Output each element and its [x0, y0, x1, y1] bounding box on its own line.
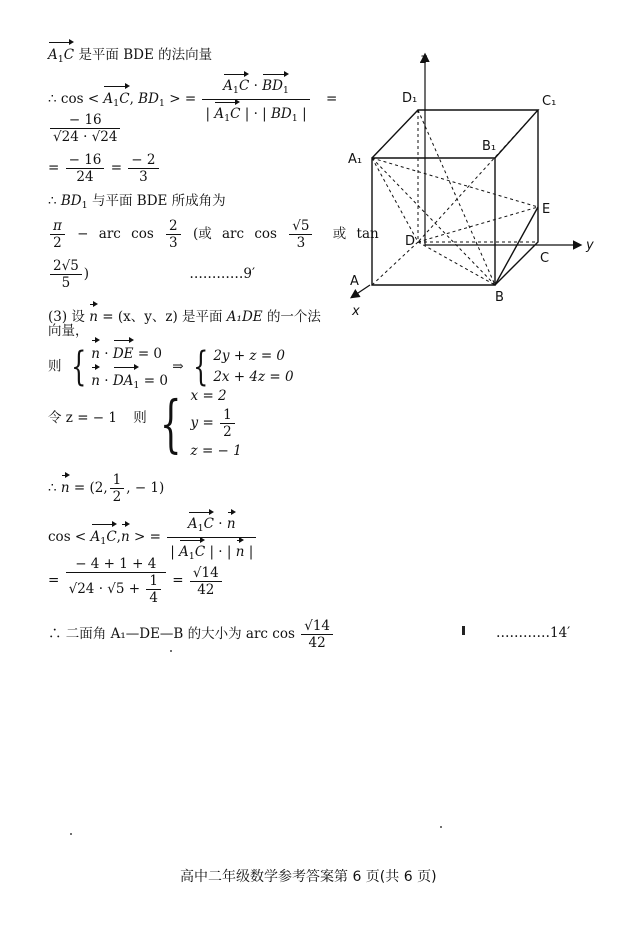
line-angle-intro: ∴ $BD_1$ 与平面 BDE 所成角为	[48, 193, 226, 211]
fraction-2-3-b: $\frac{2}{3}$	[166, 218, 181, 251]
line-normal-result: ∴ n = (2, $\frac{1}{2}$ , − 1)	[48, 472, 165, 505]
fraction-neg16: $\frac{- 16}{√24 \cdot √24}$	[50, 112, 120, 145]
vector-a1c-2: $A_1C$	[103, 84, 129, 113]
line-angle-value: $\frac{\pi}{2}$ − arc cos $\frac{2}{3}$ (或 arc cos $\frac{√5}{3}$ 或 tan	[48, 218, 379, 251]
page-footer: 高中二年级数学参考答案第 6 页(共 6 页)	[180, 869, 437, 885]
fraction-final: $\frac{√14}{42}$	[301, 618, 333, 651]
cube-figure	[330, 45, 600, 325]
fraction-sum: − 4 + 1 + 4 √24 · √5 + $\frac{1}{4}$	[66, 556, 166, 606]
label-b: B	[495, 290, 504, 305]
line-tan-value: $\frac{2√5}{5}$ ) …………9′	[48, 258, 255, 291]
label-y: y	[586, 238, 594, 253]
fraction-sqrt5-3: $\frac{√5}{3}$	[289, 218, 312, 251]
speck	[440, 826, 442, 828]
label-a: A	[350, 274, 359, 289]
label-a1: A₁	[348, 152, 363, 167]
cube-solid-edges	[372, 110, 538, 285]
line-simplify: = $\frac{- 16}{24}$ = $\frac{- 2}{3}$	[48, 152, 161, 185]
fraction-2-3: $\frac{- 2}{3}$	[128, 152, 158, 185]
line-normal-vector: $A_1C$ 是平面 BDE 的法向量	[48, 40, 212, 69]
fraction-sqrt14-42: $\frac{√14}{42}$	[190, 565, 222, 598]
fraction-pi-2: $\frac{\pi}{2}$	[50, 218, 65, 251]
label-c: C	[540, 251, 550, 266]
fraction-cos2-def: $\frac{A_1C \cdot n}{| A_1C | \cdot | n |}$	[167, 510, 256, 565]
fraction-cos-def: $\frac{A_1C \cdot BD_1}{| A_1C | \cdot | BD_1 |}$	[202, 72, 309, 127]
fraction-2sqrt5-5: $\frac{2√5}{5}$	[50, 258, 82, 291]
label-e: E	[542, 202, 551, 217]
label-d: D	[405, 234, 416, 249]
speck	[170, 650, 172, 652]
line-system: 则 { n · DE = 0 $n \cdot DA_1 = 0$ ⇒ { 2y + z = 0 2x + 4z = 0	[48, 338, 294, 396]
line-cos2-value: = − 4 + 1 + 4 √24 · √5 + $\frac{1}{4}$ = $\frac{√14}{42}$	[48, 556, 224, 606]
cube-hidden-edges	[372, 110, 538, 285]
line-fraction-16	[48, 112, 122, 145]
label-c1: C₁	[542, 94, 557, 109]
vector-a1c: $A_1C$	[48, 40, 74, 69]
score-9: …………9′	[189, 266, 256, 282]
label-z: z	[420, 52, 427, 67]
label-x: x	[352, 304, 360, 319]
ink-mark	[462, 626, 465, 635]
line-solution: 令 z = − 1 则 { x = 2 y = $\frac{1}{2}$ z = − 1	[48, 386, 242, 460]
fraction-16-24: $\frac{- 16}{24}$	[66, 152, 105, 185]
line-final: ∴ 二面角 A₁—DE—B 的大小为 arc cos $\frac{√14}{42}$	[48, 618, 335, 651]
line-cos2: $\cos < A_1C,n$ > = $\frac{A_1C \cdot n}{| A_1C | \cdot | n |}$	[48, 510, 258, 565]
line-cos-formula: ∴ $\cos < A_1C$, $BD_1$ > = $\frac{A_1C \cdot BD_1}{| A_1C | \cdot | BD_1 |}$ =	[48, 72, 337, 127]
line-part3: (3) 设 n = (x、y、z) 是平面 A₁DE 的一个法	[48, 302, 321, 326]
line-part3-cont: 向量，	[48, 323, 89, 339]
label-d1: D₁	[402, 91, 418, 106]
label-b1: B₁	[482, 139, 497, 154]
speck	[70, 833, 72, 835]
score-14: …………14′	[496, 625, 571, 641]
